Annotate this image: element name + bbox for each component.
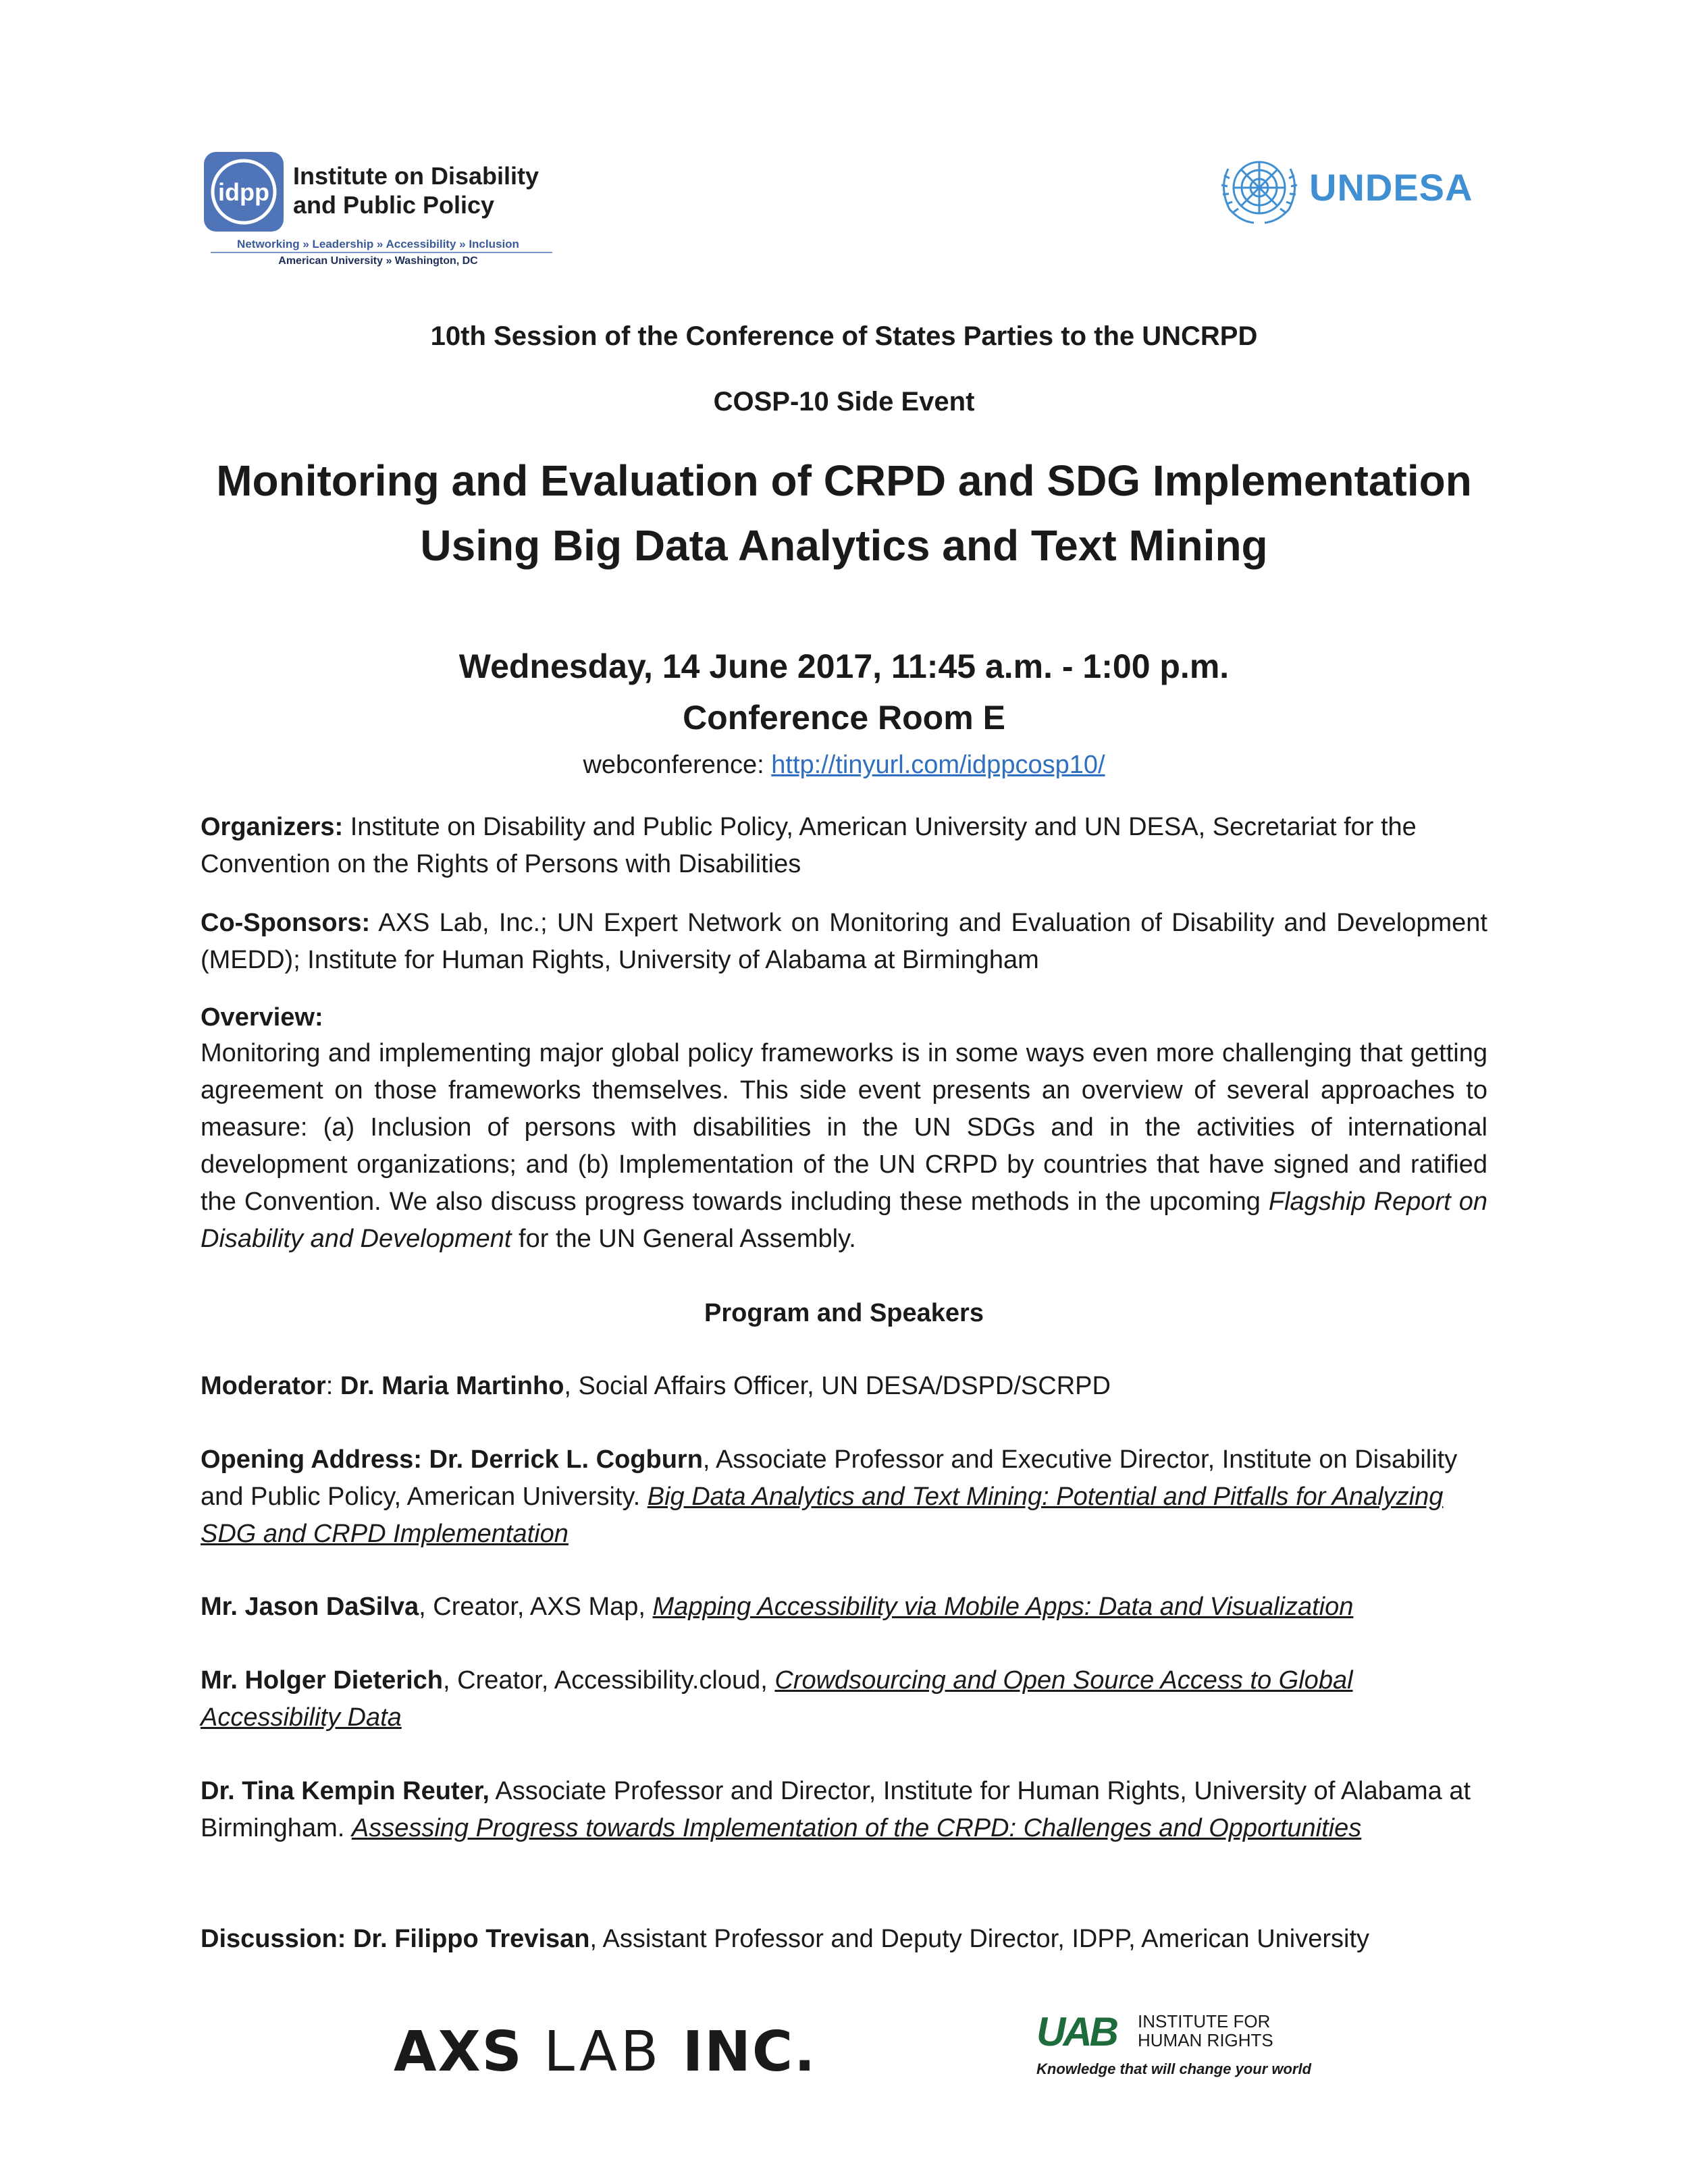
page-title-line1: Monitoring and Evaluation of CRPD and SDG Implementation bbox=[216, 456, 1472, 505]
program-heading: Program and Speakers bbox=[704, 1299, 984, 1327]
event-room: Conference Room E bbox=[683, 699, 1005, 737]
idpp-name-line2: and Public Policy bbox=[293, 191, 495, 219]
cosponsors-label: Co-Sponsors: bbox=[201, 909, 371, 937]
idpp-logo bbox=[204, 152, 555, 273]
speaker-dasilva-entry bbox=[201, 1589, 1487, 1626]
overview-paragraph bbox=[201, 1035, 1487, 1258]
speaker-dieterich-name: Mr. Holger Dieterich bbox=[201, 1666, 443, 1695]
session-heading: 10th Session of the Conference of States Parties to the UNCRPD bbox=[430, 321, 1258, 351]
axs-logo-part2: LAB bbox=[544, 2020, 662, 2084]
page-title-line2: Using Big Data Analytics and Text Mining bbox=[420, 521, 1268, 570]
opening-address-detail: , Associate Professor and Executive Director, Institute on Disability and Public Policy, American University. bbox=[201, 1445, 1458, 1511]
speaker-dasilva-talk: Mapping Accessibility via Mobile Apps: Data and Visualization bbox=[652, 1593, 1354, 1621]
axs-lab-logo bbox=[394, 2019, 816, 2086]
idpp-name-line1: Institute on Disability bbox=[293, 162, 539, 190]
speaker-dieterich-detail: , Creator, Accessibility.cloud, bbox=[442, 1666, 775, 1695]
overview-heading bbox=[201, 999, 1487, 1036]
organizers-text: Institute on Disability and Public Policy, American University and UN DESA, Secretariat for the Convention on the Rights of Persons with Disabilities bbox=[201, 813, 1417, 878]
moderator-role: Moderator bbox=[201, 1372, 326, 1400]
moderator-entry bbox=[201, 1368, 1487, 1405]
idpp-tagline: Networking » Leadership » Accessibility » Inclusion bbox=[237, 238, 519, 250]
webconference-label: webconference: bbox=[583, 751, 772, 779]
organizers-paragraph bbox=[201, 809, 1487, 883]
idpp-mark-icon bbox=[204, 152, 284, 232]
page-title bbox=[0, 448, 1688, 578]
side-event-heading: COSP-10 Side Event bbox=[713, 387, 975, 417]
un-emblem-icon bbox=[1213, 149, 1305, 230]
speaker-dasilva-detail: , Creator, AXS Map, bbox=[419, 1593, 653, 1621]
uab-mark: UAB bbox=[1036, 2009, 1116, 2054]
moderator-colon: : bbox=[325, 1372, 340, 1400]
speaker-dieterich-entry bbox=[201, 1662, 1487, 1736]
discussion-speaker: Discussion: Dr. Filippo Trevisan bbox=[201, 1925, 590, 1953]
speaker-reuter-entry bbox=[201, 1773, 1487, 1847]
idpp-location: American University » Washington, DC bbox=[278, 255, 478, 267]
uab-logo bbox=[1036, 2008, 1347, 2089]
idpp-divider bbox=[211, 252, 552, 253]
moderator-detail: , Social Affairs Officer, UN DESA/DSPD/SCRPD bbox=[564, 1372, 1111, 1400]
overview-report-title: Flagship Report on Disability and Development bbox=[201, 1188, 1487, 1253]
uab-institute-name bbox=[1138, 2012, 1273, 2050]
event-date: Wednesday, 14 June 2017, 11:45 a.m. - 1:00 p.m. bbox=[458, 647, 1230, 685]
opening-address-speaker: Opening Address: Dr. Derrick L. Cogburn bbox=[201, 1445, 703, 1474]
speaker-dasilva-name: Mr. Jason DaSilva bbox=[201, 1593, 419, 1621]
moderator-name: Dr. Maria Martinho bbox=[340, 1372, 564, 1400]
idpp-name bbox=[293, 161, 539, 219]
overview-text-a: Monitoring and implementing major global policy frameworks is in some ways even more challenging that getting agreement on those frameworks themselves. This side event presents an overview of several approaches to measure: (a) Inclusion of persons with disabilities in the UN SDGs and in the activities of international development organizations; and (b) Implementation of the UN CRPD by countries that have signed and ratified the Convention. We also discuss progress towards including these methods in the upcoming bbox=[201, 1039, 1487, 1216]
undesa-name: UNDESA bbox=[1309, 166, 1473, 209]
axs-logo-part3: INC. bbox=[662, 2020, 817, 2084]
uab-institute-line2: HUMAN RIGHTS bbox=[1138, 2030, 1273, 2050]
uab-institute-line1: INSTITUTE FOR bbox=[1138, 2011, 1271, 2031]
undesa-logo bbox=[1213, 149, 1483, 230]
discussion-entry bbox=[201, 1921, 1487, 1958]
discussion-detail: , Assistant Professor and Deputy Director, IDPP, American University bbox=[589, 1925, 1370, 1953]
speaker-reuter-detail: Associate Professor and Director, Institute for Human Rights, University of Alabama at Birmingham. bbox=[201, 1777, 1471, 1842]
organizers-label: Organizers: bbox=[201, 813, 344, 841]
cosponsors-paragraph bbox=[201, 905, 1487, 979]
axs-logo-part1: AXS bbox=[394, 2020, 544, 2084]
idpp-mark-text: idpp bbox=[218, 178, 269, 206]
webconference-line bbox=[0, 747, 1688, 782]
speaker-reuter-talk: Assessing Progress towards Implementation of the CRPD: Challenges and Opportunities bbox=[351, 1814, 1362, 1842]
webconference-link[interactable]: http://tinyurl.com/idppcosp10/ bbox=[771, 751, 1105, 779]
overview-label: Overview: bbox=[201, 1003, 323, 1032]
idpp-mark bbox=[204, 152, 284, 232]
opening-address-talk: Big Data Analytics and Text Mining: Potential and Pitfalls for Analyzing SDG and CRPD Implementation bbox=[201, 1483, 1444, 1548]
speaker-dieterich-talk: Crowdsourcing and Open Source Access to Global Accessibility Data bbox=[201, 1666, 1353, 1732]
speaker-reuter-name: Dr. Tina Kempin Reuter, bbox=[201, 1777, 490, 1805]
cosponsors-text: AXS Lab, Inc.; UN Expert Network on Monitoring and Evaluation of Disability and Development (MEDD); Institute for Human Rights, University of Alabama at Birmingham bbox=[201, 909, 1487, 974]
uab-tagline: Knowledge that will change your world bbox=[1036, 2060, 1312, 2077]
opening-address-entry bbox=[201, 1441, 1487, 1553]
overview-text-b: for the UN General Assembly. bbox=[511, 1225, 856, 1253]
